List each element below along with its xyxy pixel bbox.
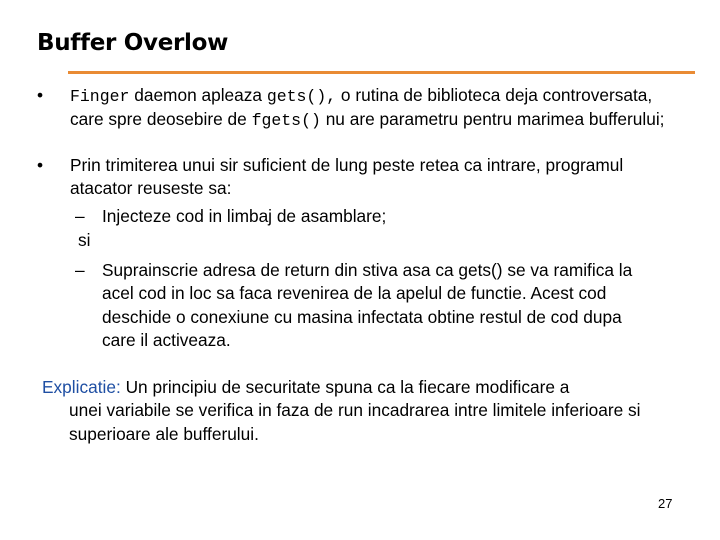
- code-gets: gets(),: [266, 87, 337, 106]
- slide-title: Buffer Overlow: [37, 30, 229, 56]
- bullet-text: nu are parametru pentru marimea bufferului;: [320, 109, 665, 130]
- code-finger: Finger: [70, 87, 130, 106]
- page-number: 27: [658, 496, 673, 511]
- explanation-text-continued: unei variabile se verifica in faza de run incadrarea intre limitele inferioare si superioare ale bufferului.: [69, 400, 641, 444]
- bullet-dot: •: [36, 155, 44, 175]
- title-underline: [68, 71, 695, 74]
- sub-item-text: Injecteze cod in limbaj de asamblare;: [102, 206, 387, 226]
- bullet-dot: •: [36, 85, 44, 105]
- explanation-paragraph: [42, 376, 682, 446]
- sub-item-1: [75, 205, 675, 228]
- sub-item-text: Suprainscrie adresa de return din stiva asa ca gets() se va ramifica la acel cod in loc sa faca revenirea de la apelul de functie. Acest cod deschide o conexiune cu masina infectata obtine restul de cod dupa care il activeaza.: [102, 260, 633, 350]
- bullet-text: o rutina de biblioteca deja controversata, care spre deosebire de: [70, 85, 653, 130]
- bullet-text: daemon apleaza: [129, 85, 267, 105]
- bullet-item-2: [36, 154, 670, 201]
- code-fgets: fgets(): [251, 111, 321, 131]
- explanation-label: Explicatie:: [42, 377, 121, 397]
- bullet-item-1: [36, 84, 670, 133]
- dash-marker: –: [75, 206, 85, 226]
- sub-item-2: [75, 259, 655, 350]
- dash-marker: –: [75, 260, 85, 280]
- connector-text: si: [78, 230, 91, 250]
- bullet-text: Prin trimiterea unui sir suficient de lung peste retea ca intrare, programul atacator reuseste sa:: [70, 155, 624, 199]
- explanation-text: Un principiu de securitate spuna ca la fiecare modificare a: [120, 377, 570, 397]
